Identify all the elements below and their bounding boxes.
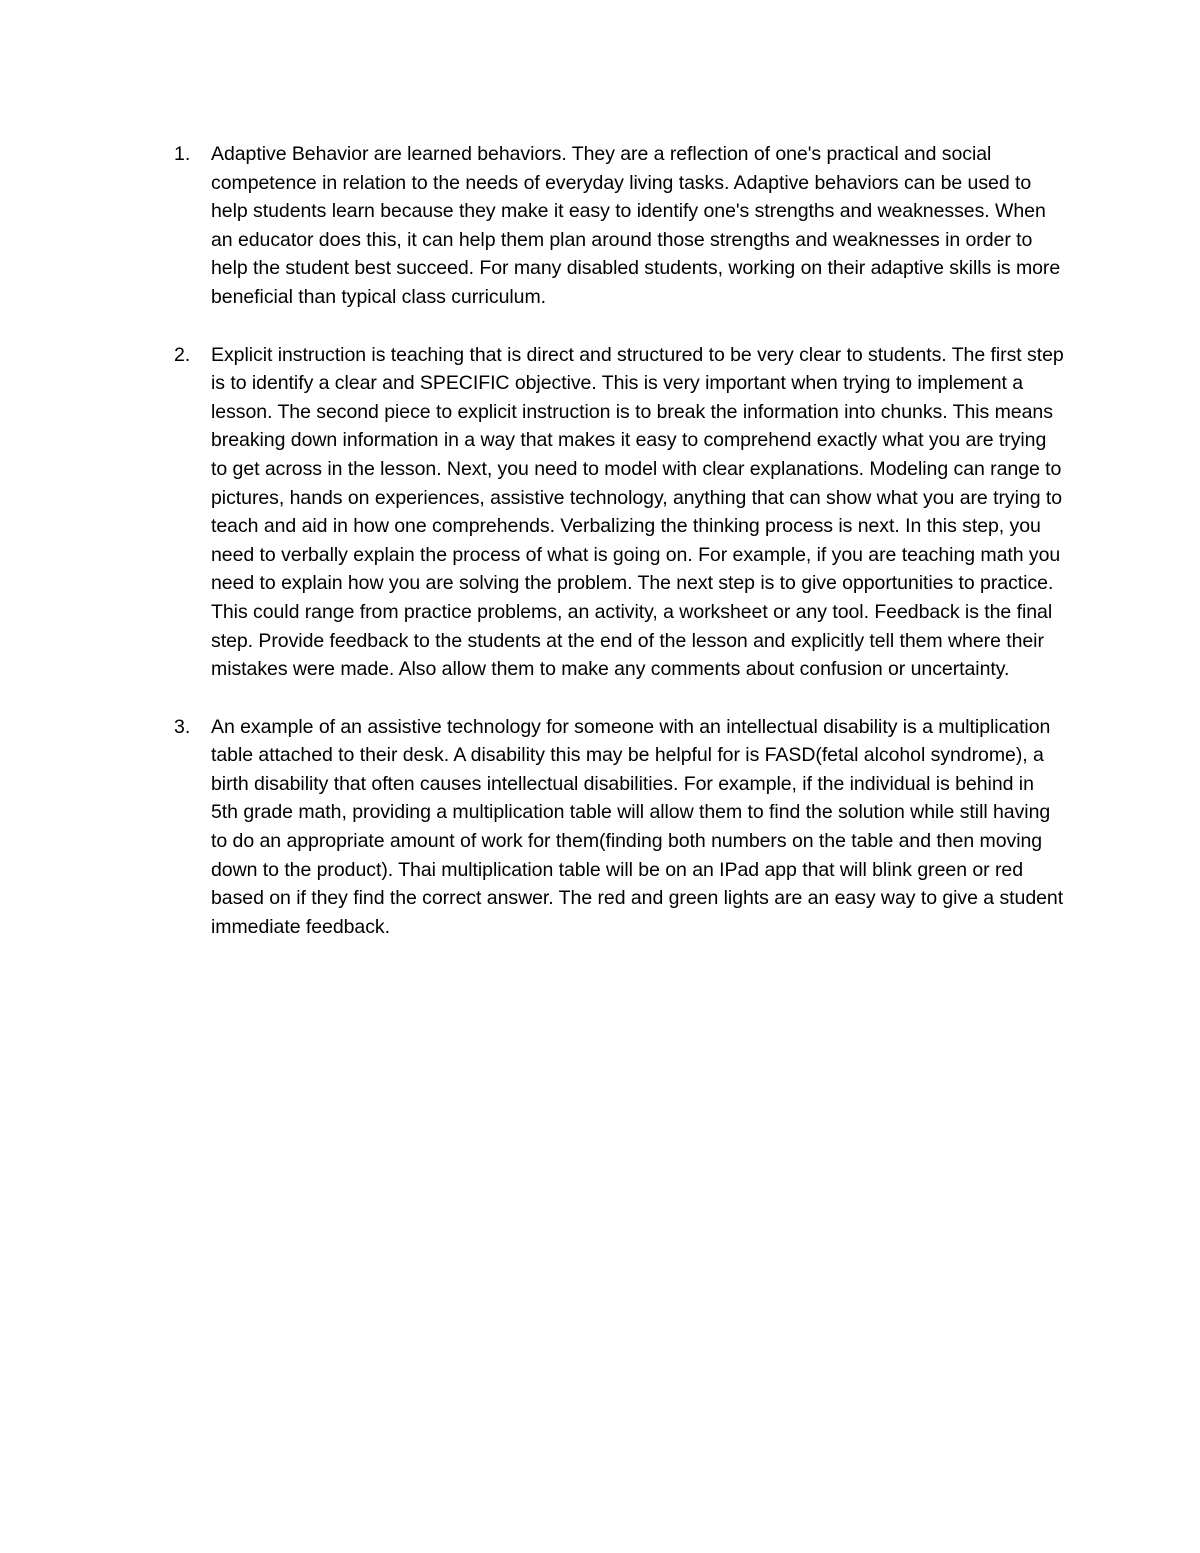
- list-item: [174, 713, 1064, 942]
- numbered-list: [174, 140, 1064, 970]
- list-item-number: 1.: [174, 143, 191, 165]
- list-item: [174, 140, 1064, 312]
- list-item-number: 3.: [174, 715, 191, 738]
- list-item-text: Adaptive Behavior are learned behaviors. They are a reflection of one's practical and social competence in relation to the needs of everyday living tasks. Adaptive behaviors can be used to help students learn because they make it easy to identify one's strengths and weaknesses. When an educator does this, it can help them plan around those strengths and weaknesses in order to help the student best succeed. For many disabled students, working on their adaptive skills is more beneficial than typical class curriculum.: [211, 143, 1061, 308]
- list-item-text: Explicit instruction is teaching that is direct and structured to be very clear to students. The first step is to identify a clear and SPECIFIC objective. This is very important when trying to implement a lesson. The second piece to explicit instruction is to break the information into chunks. This means breaking down information in a way that makes it easy to comprehend exactly what you are trying to get across in the lesson. Next, you need to model with clear explanations. Modeling can range to pictures, hands on experiences, assistive technology, anything that can show what you are trying to teach and aid in how one comprehends. Verbalizing the thinking process is next. In this step, you need to verbally explain the process of what is going on. For example, if you are teaching math you need to explain how you are solving the problem. The next step is to give opportunities to practice. This could range from practice problems, an activity, a worksheet or any tool. Feedback is the final step. Provide feedback to the students at the end of the lesson and explicitly tell them where their mistakes were made. Also allow them to make any comments about confusion or uncertainty.: [211, 343, 1064, 681]
- list-item-text: An example of an assistive technology for someone with an intellectual disability is a multiplication table attached to their desk. A disability this may be helpful for is FASD(fetal alcohol syndrome), a birth disability that often causes intellectual disabilities. For example, if the individual is behind in 5th grade math, providing a multiplication table will allow them to find the solution while still having to do an appropriate amount of work for them(finding both numbers on the table and then moving down to the product). Thai multiplication table will be on an IPad app that will blink green or red based on if they find the correct answer. The red and green lights are an easy way to give a student immediate feedback.: [211, 715, 1064, 938]
- list-item-number: 2.: [174, 343, 191, 366]
- list-item: [174, 341, 1064, 684]
